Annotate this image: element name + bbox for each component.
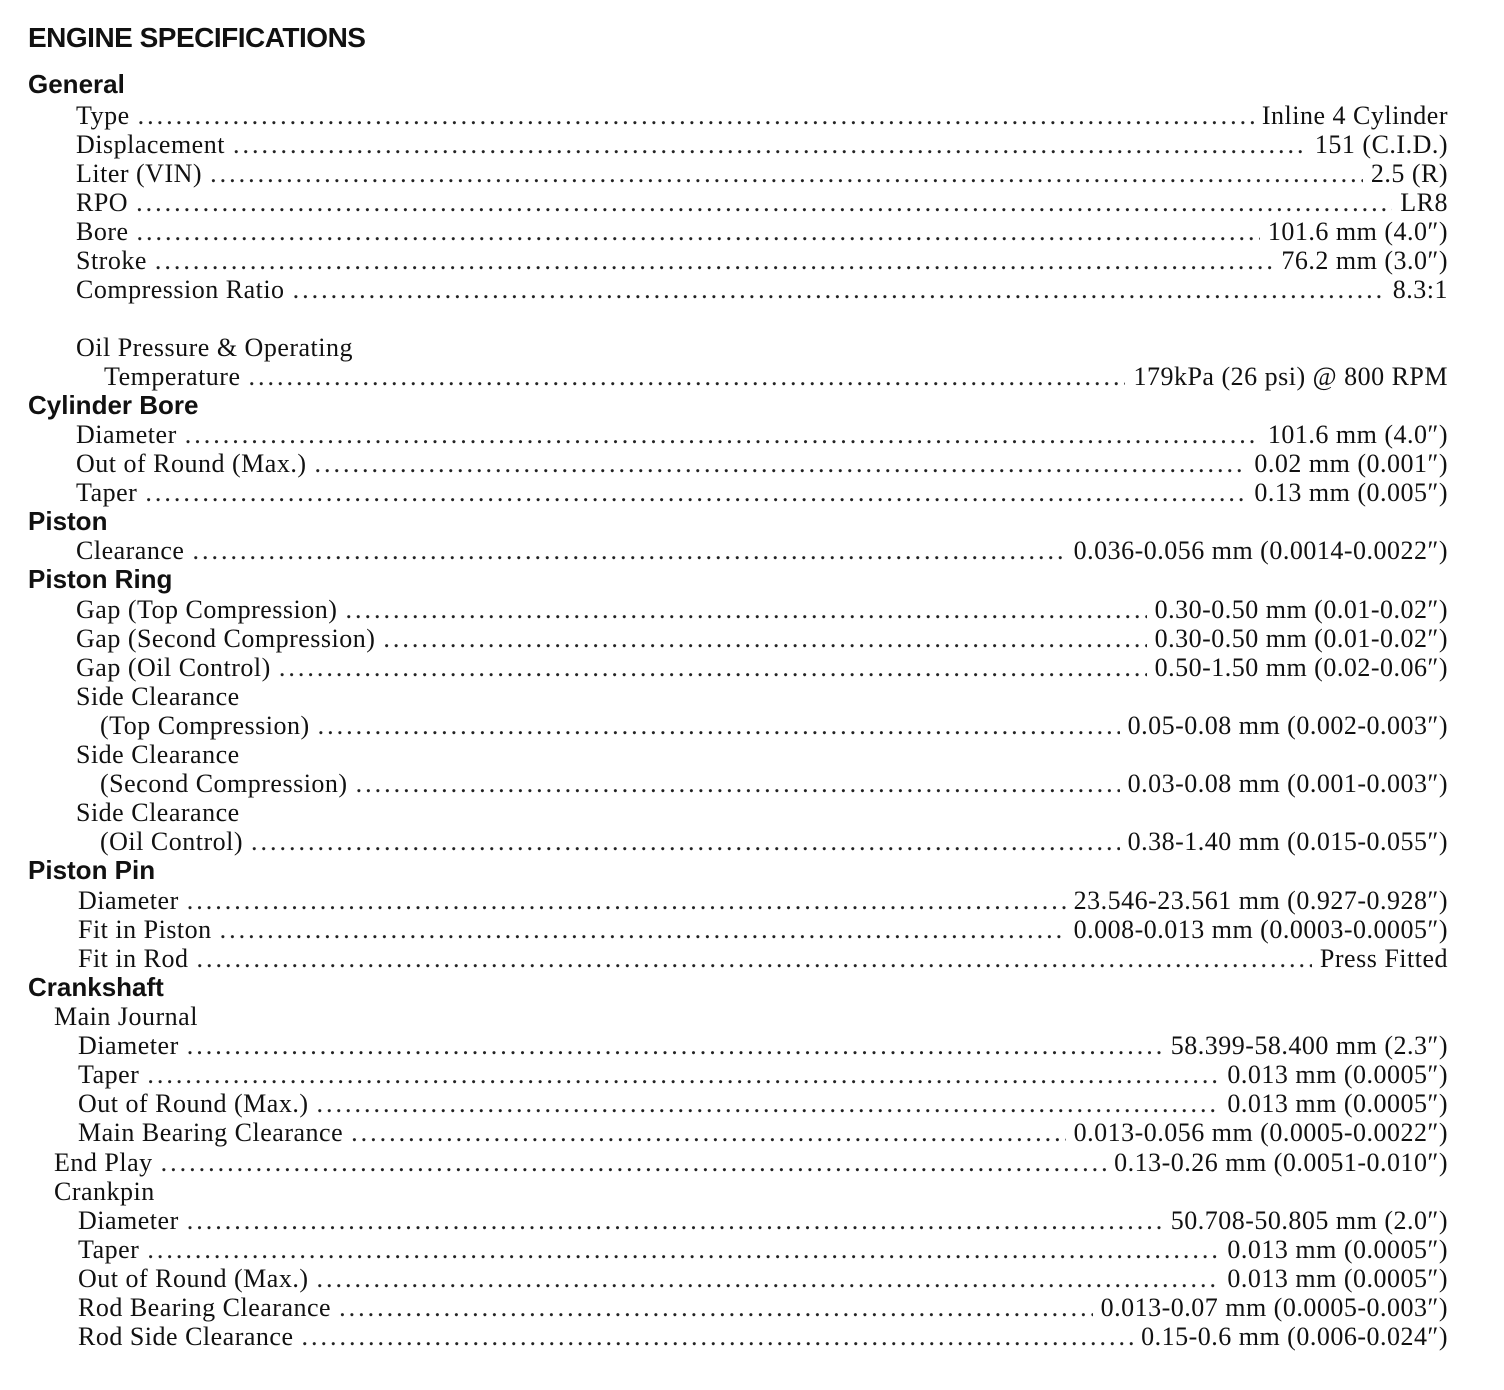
spec-value: 0.013-0.07 mm (0.0005-0.003″) bbox=[1100, 1293, 1448, 1322]
spec-label: Out of Round (Max.) bbox=[78, 1264, 309, 1293]
spec-row-gap-second bbox=[76, 624, 1448, 653]
spec-value: 2.5 (R) bbox=[1370, 159, 1448, 188]
spec-value: 151 (C.I.D.) bbox=[1314, 130, 1448, 159]
spec-label: (Top Compression) bbox=[100, 711, 310, 740]
leader-dots bbox=[220, 915, 1066, 944]
spec-row-rod-side-clearance bbox=[78, 1322, 1448, 1351]
spec-label: Rod Bearing Clearance bbox=[78, 1293, 332, 1322]
spec-value: 8.3:1 bbox=[1392, 275, 1448, 304]
spec-row-liter bbox=[76, 159, 1448, 188]
spec-row-piston-clearance bbox=[76, 536, 1448, 565]
spec-label: Gap (Top Compression) bbox=[76, 595, 338, 624]
spec-label: Rod Side Clearance bbox=[78, 1322, 294, 1351]
spec-value: 0.50-1.50 mm (0.02-0.06″) bbox=[1154, 653, 1448, 682]
spec-label: Main Bearing Clearance bbox=[78, 1118, 344, 1147]
spec-label: Temperature bbox=[104, 362, 241, 391]
spec-label-side-clearance: Side Clearance bbox=[76, 682, 240, 711]
spec-row-main-journal-out-of-round bbox=[78, 1089, 1448, 1118]
leader-dots bbox=[351, 1118, 1065, 1147]
spec-value: 76.2 mm (3.0″) bbox=[1281, 246, 1448, 275]
leader-dots bbox=[233, 130, 1307, 159]
spec-label: Liter (VIN) bbox=[76, 159, 203, 188]
spec-row-side-oil bbox=[100, 827, 1448, 856]
spec-value: 0.30-0.50 mm (0.01-0.02″) bbox=[1154, 595, 1448, 624]
spec-label-side-clearance: Side Clearance bbox=[76, 798, 240, 827]
spec-row-compression-ratio bbox=[76, 275, 1448, 304]
spec-row-pin-diameter bbox=[78, 886, 1448, 915]
spec-row-main-bearing-clearance bbox=[78, 1118, 1448, 1147]
spec-label: Stroke bbox=[76, 246, 147, 275]
leader-dots bbox=[196, 944, 1311, 973]
spec-row-gap-oil bbox=[76, 653, 1448, 682]
spec-row-crankpin-taper bbox=[78, 1235, 1448, 1264]
spec-value: 50.708-50.805 mm (2.0″) bbox=[1170, 1206, 1448, 1235]
spec-label: Fit in Rod bbox=[78, 944, 189, 973]
leader-dots bbox=[136, 188, 1392, 217]
spec-value: LR8 bbox=[1400, 188, 1448, 217]
spec-label: (Oil Control) bbox=[100, 827, 243, 856]
spec-label: Displacement bbox=[76, 130, 225, 159]
spec-label: Bore bbox=[76, 217, 129, 246]
leader-dots bbox=[210, 159, 1363, 188]
leader-dots bbox=[187, 886, 1066, 915]
section-heading-piston-ring: Piston Ring bbox=[28, 564, 173, 594]
spec-value: 101.6 mm (4.0″) bbox=[1267, 217, 1448, 246]
spec-row-oil-pressure bbox=[104, 362, 1448, 391]
spec-value: 0.13 mm (0.005″) bbox=[1254, 478, 1448, 507]
spec-label: (Second Compression) bbox=[100, 769, 348, 798]
leader-dots bbox=[145, 478, 1246, 507]
spec-value: 179kPa (26 psi) @ 800 RPM bbox=[1133, 362, 1448, 391]
leader-dots bbox=[155, 246, 1274, 275]
spec-value: 0.38-1.40 mm (0.015-0.055″) bbox=[1127, 827, 1448, 856]
section-heading-general: General bbox=[28, 69, 125, 99]
subsection-main-journal: Main Journal bbox=[54, 1002, 198, 1031]
leader-dots bbox=[137, 217, 1260, 246]
spec-row-bore-taper bbox=[76, 478, 1448, 507]
spec-label: Taper bbox=[76, 478, 138, 507]
leader-dots bbox=[316, 1089, 1219, 1118]
spec-label: Diameter bbox=[78, 1031, 179, 1060]
spec-label: Out of Round (Max.) bbox=[76, 449, 307, 478]
spec-row-crankpin-out-of-round bbox=[78, 1264, 1448, 1293]
leader-dots bbox=[251, 827, 1120, 856]
spec-value: 58.399-58.400 mm (2.3″) bbox=[1170, 1031, 1448, 1060]
spec-value: 0.013 mm (0.0005″) bbox=[1227, 1264, 1448, 1293]
spec-row-fit-in-rod bbox=[78, 944, 1448, 973]
spec-row-gap-top bbox=[76, 595, 1448, 624]
spec-row-fit-in-piston bbox=[78, 915, 1448, 944]
spec-row-end-play bbox=[54, 1148, 1448, 1177]
spec-label: Diameter bbox=[78, 1206, 179, 1235]
leader-dots bbox=[314, 449, 1246, 478]
spec-row-stroke bbox=[76, 246, 1448, 275]
spec-label: Gap (Second Compression) bbox=[76, 624, 376, 653]
spec-row-main-journal-diameter bbox=[78, 1031, 1448, 1060]
spec-value: 0.013 mm (0.0005″) bbox=[1227, 1235, 1448, 1264]
leader-dots bbox=[279, 653, 1147, 682]
spec-value: 0.02 mm (0.001″) bbox=[1254, 449, 1448, 478]
spec-value: 0.05-0.08 mm (0.002-0.003″) bbox=[1127, 711, 1448, 740]
leader-dots bbox=[192, 536, 1065, 565]
page-title: ENGINE SPECIFICATIONS bbox=[28, 22, 366, 53]
spec-value: Press Fitted bbox=[1319, 944, 1448, 973]
leader-dots bbox=[318, 711, 1120, 740]
spec-value: 0.036-0.056 mm (0.0014-0.0022″) bbox=[1073, 536, 1448, 565]
leader-dots bbox=[249, 362, 1126, 391]
spec-label: Taper bbox=[78, 1060, 140, 1089]
spec-value: 0.013 mm (0.0005″) bbox=[1227, 1060, 1448, 1089]
spec-label: Out of Round (Max.) bbox=[78, 1089, 309, 1118]
spec-label: Clearance bbox=[76, 536, 185, 565]
spec-label-side-clearance: Side Clearance bbox=[76, 740, 240, 769]
spec-row-bore-out-of-round bbox=[76, 449, 1448, 478]
leader-dots bbox=[187, 1031, 1163, 1060]
leader-dots bbox=[185, 420, 1260, 449]
leader-dots bbox=[187, 1206, 1163, 1235]
spec-label: Compression Ratio bbox=[76, 275, 285, 304]
leader-dots bbox=[138, 101, 1254, 130]
leader-dots bbox=[383, 624, 1146, 653]
section-heading-piston: Piston bbox=[28, 506, 108, 536]
spec-row-side-second bbox=[100, 769, 1448, 798]
spec-label: RPO bbox=[76, 188, 129, 217]
leader-dots bbox=[147, 1235, 1219, 1264]
subsection-crankpin: Crankpin bbox=[54, 1177, 155, 1206]
section-heading-crankshaft: Crankshaft bbox=[28, 972, 164, 1002]
spec-label: Diameter bbox=[76, 420, 177, 449]
spec-row-side-top bbox=[100, 711, 1448, 740]
spec-label: End Play bbox=[54, 1148, 153, 1177]
spec-value: 0.15-0.6 mm (0.006-0.024″) bbox=[1141, 1322, 1448, 1351]
spec-row-bore-diameter bbox=[76, 420, 1448, 449]
spec-row-type bbox=[76, 101, 1448, 130]
spec-row-crankpin-diameter bbox=[78, 1206, 1448, 1235]
spec-row-main-journal-taper bbox=[78, 1060, 1448, 1089]
spec-row-displacement bbox=[76, 130, 1448, 159]
leader-dots bbox=[147, 1060, 1219, 1089]
spec-row-rod-bearing-clearance bbox=[78, 1293, 1448, 1322]
section-heading-cylinder-bore: Cylinder Bore bbox=[28, 390, 199, 420]
leader-dots bbox=[161, 1148, 1106, 1177]
leader-dots bbox=[293, 275, 1385, 304]
spec-label: Gap (Oil Control) bbox=[76, 653, 271, 682]
spec-value: 0.13-0.26 mm (0.0051-0.010″) bbox=[1114, 1148, 1448, 1177]
spec-label: Diameter bbox=[78, 886, 179, 915]
spec-label: Taper bbox=[78, 1235, 140, 1264]
leader-dots bbox=[316, 1264, 1219, 1293]
leader-dots bbox=[356, 769, 1120, 798]
spec-value: 0.013 mm (0.0005″) bbox=[1227, 1089, 1448, 1118]
leader-dots bbox=[339, 1293, 1093, 1322]
spec-value: 0.008-0.013 mm (0.0003-0.0005″) bbox=[1073, 915, 1448, 944]
leader-dots bbox=[345, 595, 1146, 624]
spec-value: Inline 4 Cylinder bbox=[1261, 101, 1448, 130]
spec-value: 0.30-0.50 mm (0.01-0.02″) bbox=[1154, 624, 1448, 653]
spec-label: Fit in Piston bbox=[78, 915, 212, 944]
spec-row-bore bbox=[76, 217, 1448, 246]
spec-row-rpo bbox=[76, 188, 1448, 217]
section-heading-piston-pin: Piston Pin bbox=[28, 855, 156, 885]
leader-dots bbox=[302, 1322, 1134, 1351]
spec-value: 23.546-23.561 mm (0.927-0.928″) bbox=[1073, 886, 1448, 915]
spec-label: Type bbox=[76, 101, 130, 130]
spec-value: 101.6 mm (4.0″) bbox=[1267, 420, 1448, 449]
spec-value: 0.013-0.056 mm (0.0005-0.0022″) bbox=[1073, 1118, 1448, 1147]
spec-value: 0.03-0.08 mm (0.001-0.003″) bbox=[1127, 769, 1448, 798]
spec-label-oil-pressure: Oil Pressure & Operating bbox=[76, 333, 354, 362]
